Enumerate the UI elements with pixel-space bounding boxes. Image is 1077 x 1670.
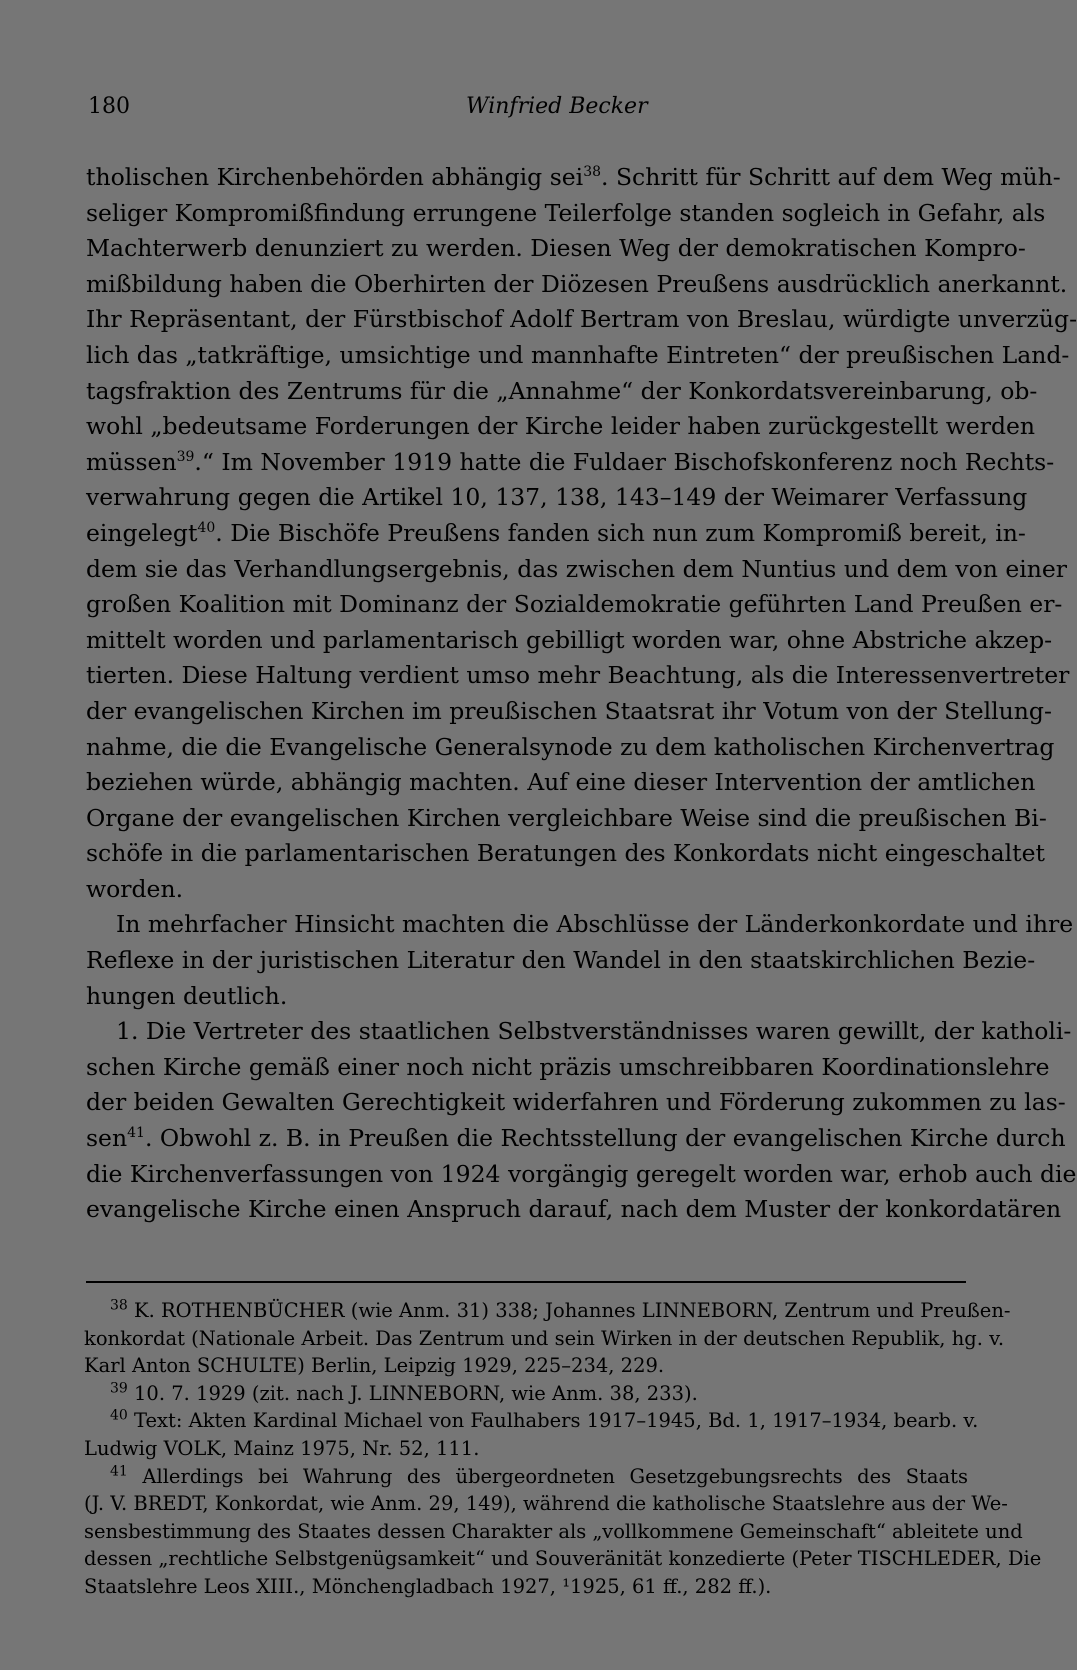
body-line	[86, 480, 1028, 516]
body-line	[86, 658, 1070, 694]
footnote-text: Text: Akten Kardinal Michael von Faulhabers 1917–1945, Bd. 1, 1917–1934, bearb. v.	[127, 1409, 979, 1433]
body-line	[86, 587, 1063, 623]
body-text-run: tholischen Kirchenbehörden abhängig sei	[86, 163, 584, 191]
body-line	[86, 907, 1074, 943]
body-line	[86, 552, 1068, 588]
body-line	[86, 872, 966, 908]
body-text-run: müssen	[86, 447, 177, 476]
body-text-run: sen	[86, 1124, 128, 1153]
body-line	[86, 409, 1036, 445]
footnote-text: (J. V. BREDT, Konkordat, wie Anm. 29, 149), während die katholische Staatslehre aus der We-	[84, 1492, 1008, 1516]
body-line	[86, 1014, 1072, 1050]
body-line	[86, 302, 1077, 338]
body-text-run: .“ Im November 1919 hatte die Fuldaer Bischofskonferenz noch Rechts-	[194, 447, 1055, 476]
footnotes	[84, 1297, 1042, 1601]
body-text-run: mittelt worden und parlamentarisch gebilligt worden war, ohne Abstriche akzep-	[86, 625, 1053, 654]
body-text-run: die Kirchenverfassungen von 1924 vorgängig geregelt worden war, erhob auch die	[86, 1159, 1077, 1188]
body-text-run: wohl „bedeutsame Forderungen der Kirche leider haben zurückgestellt werden	[86, 412, 1036, 441]
body-text-run: der beiden Gewalten Gerechtigkeit widerfahren und Förderung zukommen zu las-	[86, 1088, 1066, 1117]
footnote-line	[84, 1380, 968, 1408]
body-text-run: seliger Kompromißfindung errungene Teilerfolge standen sogleich in Gefahr, als	[86, 198, 1046, 227]
footnote-text: 10. 7. 1929 (zit. nach J. LINNEBORN, wie Anm. 38, 233).	[127, 1381, 698, 1405]
body-text	[86, 160, 1077, 1228]
body-text-run: eingelegt	[86, 518, 198, 547]
body-text-run: Organe der evangelischen Kirchen vergleichbare Weise sind die preußischen Bi-	[86, 803, 1047, 832]
page-number: 180	[88, 94, 130, 119]
body-text-run: tagsfraktion des Zentrums für die „Annahme“ der Konkordatsvereinbarung, ob-	[86, 376, 1038, 405]
body-line	[86, 196, 1046, 232]
body-line	[86, 231, 1026, 267]
body-text-run: tierten. Diese Haltung verdient umso mehr Beachtung, als die Interessenvertreter	[86, 661, 1070, 690]
body-text-run: worden.	[86, 874, 184, 903]
body-line	[86, 1192, 1062, 1228]
body-line	[86, 979, 966, 1015]
footnote-number: 41	[110, 1463, 128, 1480]
footnote-text: Staatslehre Leos XIII., Mönchengladbach 1927, ¹1925, 61 ff., 282 ff.).	[84, 1574, 772, 1598]
footnote-line	[84, 1573, 968, 1601]
footnote-line	[84, 1407, 979, 1435]
body-line	[86, 445, 1055, 481]
footnote-line	[84, 1490, 1008, 1518]
footnote-text: sensbestimmung des Staates dessen Charakter als „vollkommene Gemeinschaft“ ableitete und	[84, 1519, 1023, 1543]
footnote-text: Allerdings bei Wahrung des übergeordneten Gesetzgebungsrechts des Staats	[127, 1464, 968, 1488]
footnote-reference: 39	[176, 448, 195, 465]
body-line	[86, 943, 1036, 979]
footnote-text: dessen „rechtliche Selbstgenügsamkeit“ und Souveränität konzedierte (Peter TISCHLEDER, Die	[84, 1547, 1042, 1571]
body-line	[86, 836, 1045, 872]
body-text-run: schen Kirche gemäß einer noch nicht präzis umschreibbaren Koordinationslehre	[86, 1052, 1050, 1081]
footnote-reference: 38	[583, 164, 602, 181]
body-text-run: großen Koalition mit Dominanz der Sozialdemokratie geführten Land Preußen er-	[86, 590, 1063, 619]
body-text-run: . Obwohl z. B. in Preußen die Rechtsstellung der evangelischen Kirche durch	[144, 1124, 1066, 1153]
body-line	[86, 1121, 1066, 1157]
body-text-run: Ihr Repräsentant, der Fürstbischof Adolf Bertram von Breslau, würdigte unverzüg-	[86, 305, 1077, 334]
body-line	[86, 1157, 1077, 1193]
running-head: Winfried Becker	[466, 94, 648, 119]
footnote-line	[84, 1325, 1005, 1353]
footnote-text: K. ROTHENBÜCHER (wie Anm. 31) 338; Johannes LINNEBORN, Zentrum und Preußen-	[127, 1299, 1011, 1322]
footnote-line	[84, 1297, 1011, 1325]
body-text-run: der evangelischen Kirchen im preußischen Staatsrat ihr Votum von der Stellung-	[86, 696, 1052, 725]
body-text-run: . Schritt für Schritt auf dem Weg müh-	[601, 163, 1061, 191]
body-text-run: verwahrung gegen die Artikel 10, 137, 138, 143–149 der Weimarer Verfassung	[86, 483, 1028, 512]
footnote-text: Ludwig VOLK, Mainz 1975, Nr. 52, 111.	[84, 1436, 480, 1460]
body-text-run: schöfe in die parlamentarischen Beratungen des Konkordats nicht eingeschaltet	[86, 839, 1045, 868]
footnote-line	[84, 1518, 1023, 1546]
footnote-reference: 40	[197, 520, 216, 537]
body-text-run: evangelische Kirche einen Anspruch darauf, nach dem Muster der konkordatären	[86, 1195, 1062, 1224]
body-text-run: In mehrfacher Hinsicht machten die Abschlüsse der Länderkonkordate und ihre	[116, 910, 1074, 939]
body-line	[86, 516, 1026, 552]
body-text-run: Reflexe in der juristischen Literatur den Wandel in den staatskirchlichen Bezie-	[86, 946, 1036, 975]
footnote-divider	[86, 1281, 966, 1283]
footnote-line	[84, 1352, 968, 1380]
body-line	[86, 801, 1047, 837]
footnote-number: 40	[110, 1407, 128, 1424]
body-text-run: Machterwerb denunziert zu werden. Diesen Weg der demokratischen Kompro-	[86, 234, 1026, 263]
body-line	[86, 374, 1038, 410]
body-line	[86, 730, 1055, 766]
body-text-run: . Die Bischöfe Preußens fanden sich nun zum Kompromiß bereit, in-	[215, 518, 1026, 547]
footnote-reference: 41	[127, 1125, 145, 1142]
body-text-run: 1. Die Vertreter des staatlichen Selbstverständnisses waren gewillt, der katholi-	[116, 1017, 1072, 1046]
body-text-run: mißbildung haben die Oberhirten der Diözesen Preußens ausdrücklich anerkannt.	[86, 269, 1068, 298]
footnote-line	[84, 1545, 1042, 1573]
body-line	[86, 160, 1061, 196]
body-line	[86, 1085, 1066, 1121]
body-text-run: dem sie das Verhandlungsergebnis, das zwischen dem Nuntius und dem von einer	[86, 554, 1068, 583]
footnote-line	[84, 1435, 968, 1463]
footnote-number: 38	[110, 1297, 128, 1314]
body-text-run: lich das „tatkräftige, umsichtige und mannhafte Eintreten“ der preußischen Land-	[86, 340, 1070, 369]
body-line	[86, 623, 1053, 659]
body-line	[86, 338, 1070, 374]
footnote-number: 39	[110, 1380, 128, 1397]
footnote-text: konkordat (Nationale Arbeit. Das Zentrum und sein Wirken in der deutschen Republik, hg. v.	[84, 1326, 1005, 1350]
body-text-run: hungen deutlich.	[86, 981, 288, 1010]
body-line	[86, 694, 1052, 730]
footnote-line	[84, 1463, 968, 1491]
body-line	[86, 765, 1036, 801]
body-text-run: nahme, die die Evangelische Generalsynode zu dem katholischen Kirchenvertrag	[86, 732, 1055, 761]
footnote-text: Karl Anton SCHULTE) Berlin, Leipzig 1929, 225–234, 229.	[84, 1354, 665, 1378]
body-text-run: beziehen würde, abhängig machten. Auf eine dieser Intervention der amtlichen	[86, 768, 1036, 797]
body-line	[86, 1050, 1050, 1086]
body-line	[86, 267, 1068, 303]
